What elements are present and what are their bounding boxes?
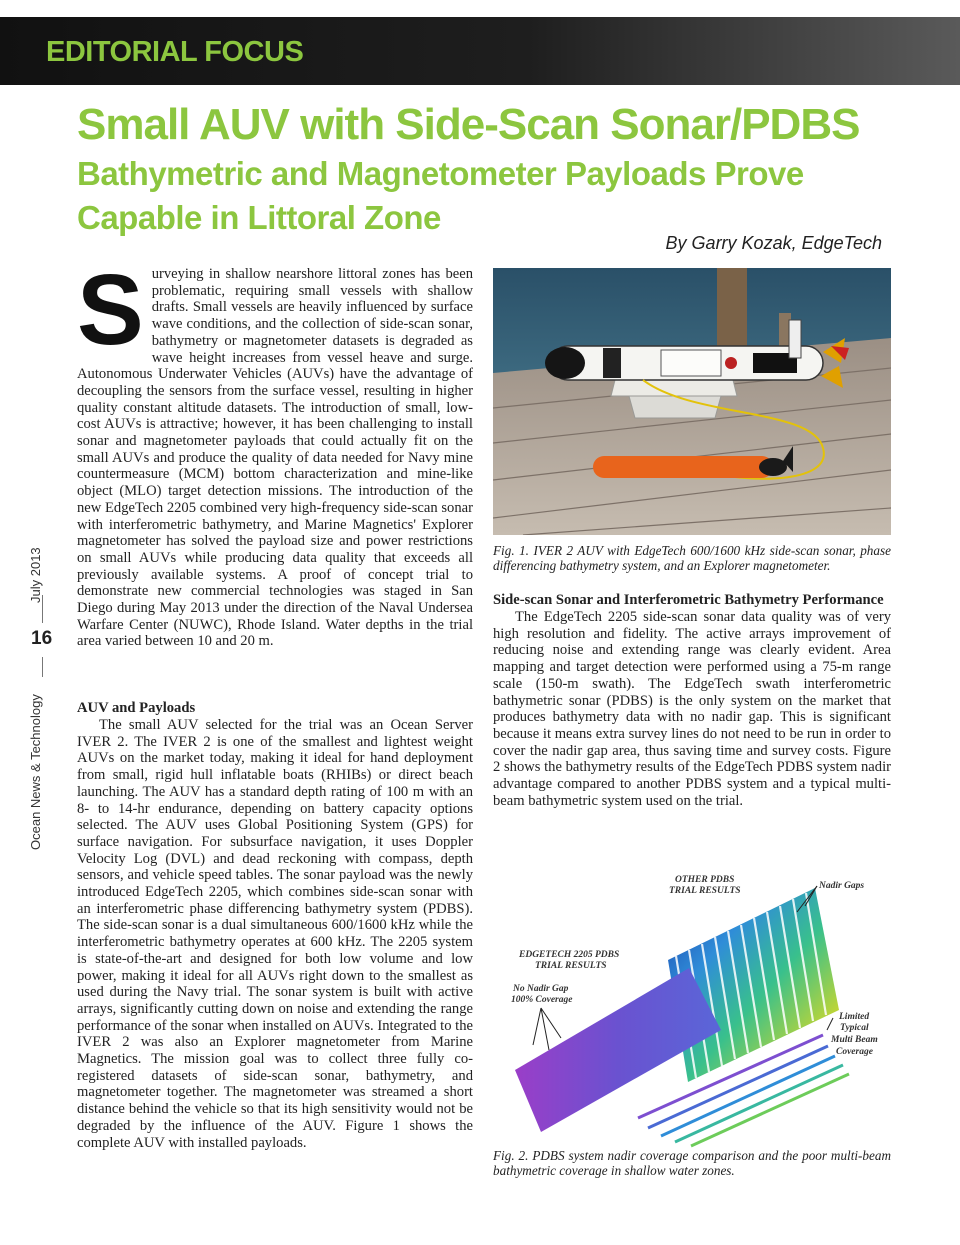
label-coverage: Coverage bbox=[836, 1047, 873, 1057]
left-column bbox=[77, 254, 473, 650]
label-edgetech-trial: TRIAL RESULTS bbox=[535, 961, 607, 971]
byline: By Garry Kozak, EdgeTech bbox=[665, 233, 882, 253]
section-label: EDITORIAL FOCUS bbox=[46, 36, 304, 68]
label-nadir-gaps: Nadir Gaps bbox=[819, 881, 865, 891]
page-number: 16 bbox=[31, 628, 53, 649]
sidebar-divider-bottom bbox=[42, 657, 43, 677]
title-line-1: Small AUV with Side-Scan Sonar/PDBS bbox=[77, 100, 860, 149]
auv-paragraph: The small AUV selected for the trial was an Ocean Server IVER 2. The IVER 2 is one of the smallest and lightest weight AUVs on the market today, making it ideal for hand deployment from small, rigid hull inflatable boats (RHIBs) or direct beach launching. The AUV has a standard depth rating of 100 m with an 8- to 14-hr endurance, depending on battery capacity options selected. The AUV uses Global Positioning System (GPS) for surface navigation. For subsurface navigation, it uses Doppler Velocity Log (DVL) and dead reckoning with compass, depth sensors, and vehicle speed tables. The sonar payload was the newly introduced EdgeTech 2205, which combines side-scan sonar with an interferometric phase differencing bathymetry system (PDBS). The side-scan sonar is a dual simultaneous 600/1600 kHz while the interferometric bathymetry operates at 600 kHz. The 2205 system is state-of-the-art and designed for both low volume and low power, making it ideal for all AUVs right down to the smallest as used during the Navy trial. The sonar system is built with active arrays, significantly cutting down on noise and extending the range performance of the sonar when installed on AUVs. Integrated to the IVER 2 was also an Explorer magnetometer from Marine Magnetics. The mission goal was to collect three fully co-registered datasets of side-scan sonar, bathymetry, and magnetometer together. The magnetometer was streamed a short distance behind the vehicle so that its high sensitivity would not be degraded by the influence of the AUV. Figure 1 shows the complete AUV with installed payloads. bbox=[77, 717, 473, 1151]
title-line-3: Capable in Littoral Zone bbox=[77, 199, 441, 236]
left-column-section bbox=[77, 700, 473, 1151]
label-other-pdbs: OTHER PDBS bbox=[675, 875, 735, 885]
section-heading-sonar: Side-scan Sonar and Interferometric Bathymetry Performance bbox=[493, 592, 884, 608]
fig1-caption: Fig. 1. IVER 2 AUV with EdgeTech 600/1600 kHz side-scan sonar, phase differencing bathymetry system, and an Explorer magnetometer. bbox=[493, 543, 891, 573]
article-title bbox=[77, 98, 907, 240]
drop-cap: S bbox=[77, 254, 144, 366]
title-line-2: Bathymetric and Magnetometer Payloads Prove bbox=[77, 155, 804, 192]
label-full-coverage: 100% Coverage bbox=[511, 995, 573, 1005]
fig2-caption: Fig. 2. PDBS system nadir coverage comparison and the poor multi-beam bathymetric coverage in shallow water zones. bbox=[493, 1148, 891, 1178]
label-no-nadir-gap: No Nadir Gap bbox=[513, 984, 569, 994]
auv-photo bbox=[493, 268, 891, 535]
section-heading-auv: AUV and Payloads bbox=[77, 700, 196, 716]
figure-2-bathymetry bbox=[493, 860, 891, 1150]
label-typical: Typical bbox=[840, 1023, 869, 1033]
intro-paragraph bbox=[77, 254, 473, 650]
publication-name: Ocean News & Technology bbox=[28, 694, 43, 850]
label-limited: Limited bbox=[839, 1012, 870, 1022]
label-other-trial: TRIAL RESULTS bbox=[669, 886, 741, 896]
intro-text: urveying in shallow nearshore littoral zones has been problematic, requiring small vessels with shallow drafts. Small vessels are heavily influenced by surface wave conditions, and the collection of side-scan sonar, bathymetry or magnetometer datasets is degraded as wave height increases from vessel heave and surge. Autonomous Underwater Vehicles (AUVs) have the advantage of decoupling the sensors from the surface vessel, resulting in higher quality constant altitude datasets. The introduction of small, low-cost AUVs is attractive; however, it has been challenging to install sonar and magnetometer payloads that could actually fit on the small AUVs and produce the quality of data needed for Navy mine countermeasure (MCM) bottom characterization and mine-like object (MLO) target detection missions. The introduction of the new EdgeTech 2205 combined very high-frequency side-scan sonar with interferometric bathymetry, and Marine Magnetics' Explorer magnetometer has solved the payload size and power restrictions on small AUVs while producing data quality that exceeds all previously available systems. A proof of concept trial to demonstrate new commercial technologies was staged in San Diego during May 2013 under the direction of the Naval Undersea Warfare Center (NUWC), Rhode Island. Water depths in the trial area varied between 10 and 20 m. bbox=[77, 266, 473, 650]
sonar-paragraph: The EdgeTech 2205 side-scan sonar data quality was of very high resolution and fidelity. The active arrays improvement of reducing noise and extending range was clearly evident. Area mapping and target detection were performed using a 75-m range scale (150-m swath). The EdgeTech swath interferometric bathymetric sonar (PDBS) is the only system on the market that produces bathymetry data with no nadir gap. This is significant because it means extra survey lines do not need to be run in order to cover the nadir gap area, thus saving time and survey costs. Figure 2 shows the bathymetry results of the EdgeTech PDBS system nadir advantage compared to another PDBS system and a typical multi-beam bathymetric system used on the trial. bbox=[493, 609, 891, 809]
label-edgetech-pdbs: EDGETECH 2205 PDBS bbox=[519, 950, 620, 960]
issue-date: July 2013 bbox=[28, 547, 43, 603]
right-column-section bbox=[493, 592, 891, 809]
label-multi-beam: Multi Beam bbox=[831, 1035, 878, 1045]
